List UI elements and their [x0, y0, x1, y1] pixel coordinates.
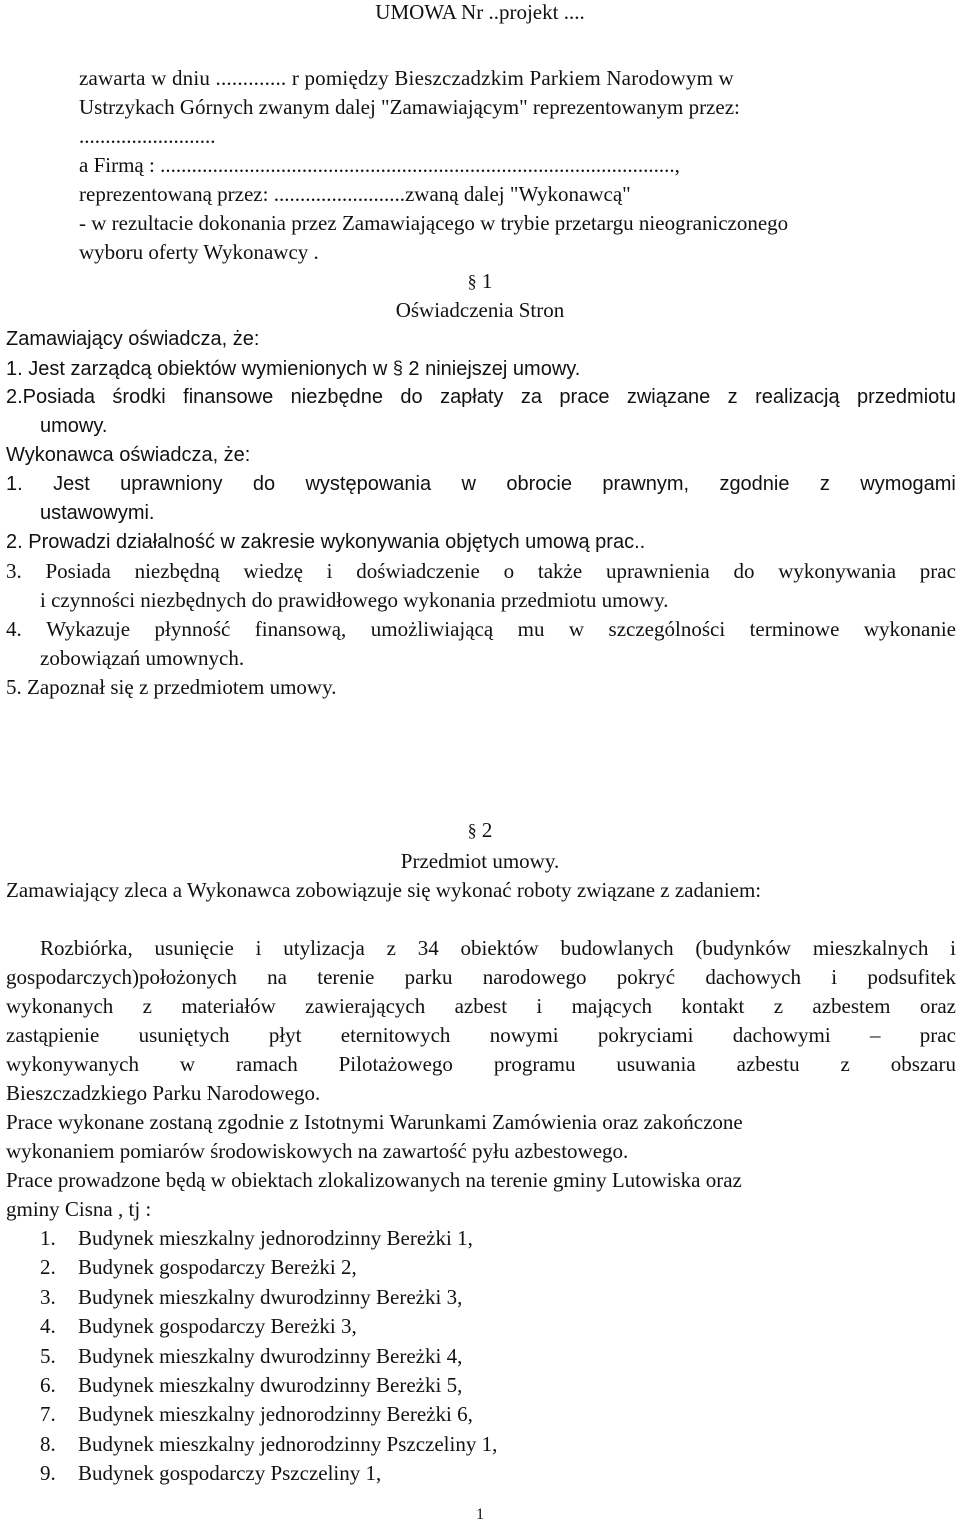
paragraph-3-line-1: Prace prowadzone będą w obiektach zlokalizowanych na terenie gminy Lutowiska oraz [6, 1168, 742, 1192]
paragraph-3-line-2: gminy Cisna , tj : [6, 1197, 152, 1221]
word: usuniętych [138, 1023, 230, 1047]
list-item-number: 3. [40, 1284, 56, 1309]
section-2-number: 2 [481, 818, 493, 842]
wyk-item-1-cont: ustawowymi. [40, 502, 155, 524]
word: płynność [154, 617, 231, 641]
word: oraz [919, 994, 956, 1018]
word: i [831, 965, 838, 989]
word: i [950, 936, 956, 960]
list-item [40, 1432, 497, 1456]
word: wymogami [860, 473, 956, 495]
zam-item-1 [6, 356, 580, 381]
word: do [733, 559, 755, 583]
document-title: UMOWA Nr ..projekt .... [375, 0, 585, 24]
wyk-item-5: 5. Zapoznał się z przedmiotem umowy. [6, 675, 337, 699]
word: prac [919, 1023, 956, 1047]
word: azbest [454, 994, 508, 1018]
task-description-line [40, 936, 956, 960]
word: azbestu [736, 1052, 800, 1076]
word: Jest [53, 473, 90, 495]
word: 4. [6, 617, 22, 641]
list-item-text: Budynek gospodarczy Bereżki 3, [78, 1314, 357, 1339]
section-2-title: Przedmiot umowy. [400, 849, 560, 873]
word: o [503, 559, 515, 583]
list-item-text: Budynek gospodarczy Pszczeliny 1, [78, 1461, 382, 1486]
word: 3. [6, 559, 22, 583]
word: 2.Posiada [6, 386, 95, 408]
word: obiektów [460, 936, 539, 960]
word: środki [112, 386, 166, 408]
word: finansową, [254, 617, 347, 641]
word: 34 [417, 936, 439, 960]
section-1-number: 1 [481, 269, 493, 293]
word: nowymi [489, 1023, 559, 1047]
word: z [386, 936, 396, 960]
list-item-number: 6. [40, 1373, 56, 1397]
paragraph-2-line-1: Prace wykonane zostaną zgodnie z Istotnymi Warunkami Zamówienia oraz zakończone [6, 1110, 743, 1134]
word: usunięcie [154, 936, 234, 960]
word: dachowych [705, 965, 801, 989]
section-2-lead: Zamawiający zleca a Wykonawca zobowiązuje się wykonać roboty związane z zadaniem: [6, 878, 762, 902]
task-description-last: Bieszczadzkiego Parku Narodowego. [6, 1081, 321, 1105]
word: z [819, 473, 830, 495]
word: dachowymi [732, 1023, 831, 1047]
zam-item-2 [6, 385, 956, 409]
paragraph-2-line-2: wykonaniem pomiarów środowiskowych na zawartość pyłu azbestowego. [6, 1139, 629, 1163]
word: z [142, 994, 152, 1018]
word: umożliwiającą [370, 617, 494, 641]
word: budowlanych [560, 936, 674, 960]
list-item [40, 1344, 462, 1368]
word: i [255, 936, 262, 960]
word: narodowego [482, 965, 587, 989]
word: wykonanie [863, 617, 956, 641]
wyk-item-1 [6, 472, 956, 496]
section-sign: § [392, 358, 403, 378]
list-item [40, 1461, 381, 1485]
word: szczególności [608, 617, 726, 641]
word: i [536, 994, 543, 1018]
list-item-number: 7. [40, 1402, 56, 1427]
list-item [40, 1402, 473, 1426]
intro-line-5 [79, 182, 631, 206]
list-item-text: Budynek mieszkalny dwurodzinny Bereżki 3, [78, 1284, 463, 1309]
word: w [568, 617, 585, 641]
word: mu [517, 617, 545, 641]
word: z [773, 994, 784, 1018]
word: wykonywania [778, 559, 897, 583]
word: płyt [268, 1023, 302, 1047]
list-item [40, 1226, 473, 1250]
list-item-text: Budynek mieszkalny dwurodzinny Bereżki 5, [78, 1373, 463, 1397]
page-number: 1 [476, 1506, 484, 1523]
list-item-text: Budynek gospodarczy Bereżki 2, [78, 1255, 357, 1280]
intro-line-2: Ustrzykach Górnych zwanym dalej "Zamawiającym" reprezentowanym przez: [79, 95, 740, 119]
list-item [40, 1255, 357, 1279]
word: 1. [6, 473, 23, 495]
word: obszaru [890, 1052, 956, 1076]
section-2-heading [0, 818, 960, 842]
word: pokryciami [597, 1023, 694, 1047]
word: mieszkalnych [812, 936, 929, 960]
word: także [537, 559, 583, 583]
word: terminowe [749, 617, 840, 641]
task-description-line [6, 1023, 956, 1047]
zam-item-1-tail: 2 niniejszej umowy. [408, 358, 581, 380]
word: prac [919, 559, 956, 583]
word: do [252, 473, 276, 495]
word: przedmiotu [857, 386, 956, 408]
word: zastąpienie [6, 1023, 100, 1047]
word: prawnym, [602, 473, 690, 495]
list-item-text: Budynek mieszkalny dwurodzinny Bereżki 4, [78, 1343, 463, 1368]
word: zawierających [305, 994, 426, 1018]
word: zapłaty [440, 386, 504, 408]
word: Wykazuje [46, 617, 131, 641]
wyk-item-3 [6, 559, 956, 583]
task-description-line [6, 994, 956, 1018]
word: mających [571, 994, 653, 1018]
word: kontakt [681, 994, 745, 1018]
word: wykonywanych [6, 1052, 139, 1076]
zamawiajacy-heading: Zamawiający oświadcza, że: [6, 328, 260, 350]
word: prace [559, 386, 610, 408]
word: finansowe [183, 386, 274, 408]
word: z [840, 1052, 850, 1076]
word: podsufitek [867, 965, 956, 989]
word: za [520, 386, 542, 408]
list-item-number: 1. [40, 1226, 56, 1250]
intro-line-5-b: zwaną dalej "Wykonawcą" [404, 182, 631, 206]
word: ramach [235, 1052, 298, 1076]
word: usuwania [616, 1052, 696, 1076]
word: utylizacja [283, 936, 365, 960]
zam-item-1-text: 1. Jest zarządcą obiektów wymienionych w [6, 358, 388, 380]
word: zgodnie [719, 473, 790, 495]
word: parku [404, 965, 453, 989]
word: niezbędną [134, 559, 220, 583]
word: (budynków [695, 936, 792, 960]
word: występowania [305, 473, 432, 495]
task-description-line [6, 965, 956, 989]
wyk-item-4 [6, 617, 956, 641]
list-item-number: 9. [40, 1461, 56, 1486]
zam-item-2-cont: umowy. [40, 415, 108, 437]
word: materiałów [181, 994, 276, 1018]
intro-line-1: zawarta w dniu ............. r pomiędzy Bieszczadzkim Parkiem Narodowym w [79, 66, 734, 90]
wykonawca-heading: Wykonawca oświadcza, że: [6, 444, 251, 466]
word: uprawniony [120, 473, 223, 495]
word: związane [626, 386, 711, 408]
word: azbestem [812, 994, 891, 1018]
intro-line-7: wyboru oferty Wykonawcy . [79, 240, 319, 264]
word: w [461, 473, 476, 495]
list-item-text: Budynek mieszkalny jednorodzinny Bereżki 6, [78, 1402, 473, 1427]
word: realizacją [755, 386, 840, 408]
wyk-item-3-cont: i czynności niezbędnych do prawidłowego wykonania przedmiotu umowy. [40, 588, 669, 612]
task-description-line [6, 1052, 956, 1076]
word: na [267, 965, 287, 989]
list-item-number: 4. [40, 1314, 56, 1339]
word: obrocie [506, 473, 572, 495]
intro-line-3: .......................... [79, 124, 216, 148]
list-item-text: Budynek mieszkalny jednorodzinny Pszczeliny 1, [78, 1431, 498, 1456]
word: w [179, 1052, 196, 1076]
word: eternitowych [340, 1023, 451, 1047]
word: uprawnienia [605, 559, 710, 583]
word: terenie [317, 965, 375, 989]
word: do [400, 386, 423, 408]
word: Pilotażowego [338, 1052, 453, 1076]
list-item-number: 8. [40, 1431, 56, 1456]
word: doświadczenie [356, 559, 480, 583]
word: pokryć [616, 965, 676, 989]
word: Posiada [45, 559, 111, 583]
word: i [326, 559, 333, 583]
wyk-item-2: 2. Prowadzi działalność w zakresie wykonywania objętych umową prac.. [6, 531, 646, 553]
list-item [40, 1285, 462, 1309]
wyk-item-4-cont: zobowiązań umownych. [40, 646, 245, 670]
word: wykonanych [6, 994, 114, 1018]
word: wiedzę [243, 559, 303, 583]
section-sign: § [467, 271, 477, 291]
section-sign: § [467, 820, 477, 840]
list-item [40, 1314, 357, 1338]
list-item-text: Budynek mieszkalny jednorodzinny Bereżki 1, [78, 1226, 473, 1250]
word: gospodarczych)położonych [6, 965, 237, 989]
list-item-number: 2. [40, 1255, 56, 1280]
word: – [870, 1023, 881, 1047]
intro-line-6: - w rezultacie dokonania przez Zamawiającego w trybie przetargu nieograniczonego [79, 211, 789, 235]
word: programu [493, 1052, 576, 1076]
list-item [40, 1373, 462, 1397]
section-1-title: Oświadczenia Stron [395, 298, 565, 322]
list-item-number: 5. [40, 1343, 56, 1368]
word: niezbędne [290, 386, 383, 408]
section-1-heading [0, 269, 960, 293]
intro-line-5-a: reprezentowaną przez: ......................... [79, 182, 405, 206]
intro-line-4: a Firmą : .................................................................................................., [79, 153, 680, 177]
word: z [727, 386, 738, 408]
word: Rozbiórka, [40, 936, 133, 960]
